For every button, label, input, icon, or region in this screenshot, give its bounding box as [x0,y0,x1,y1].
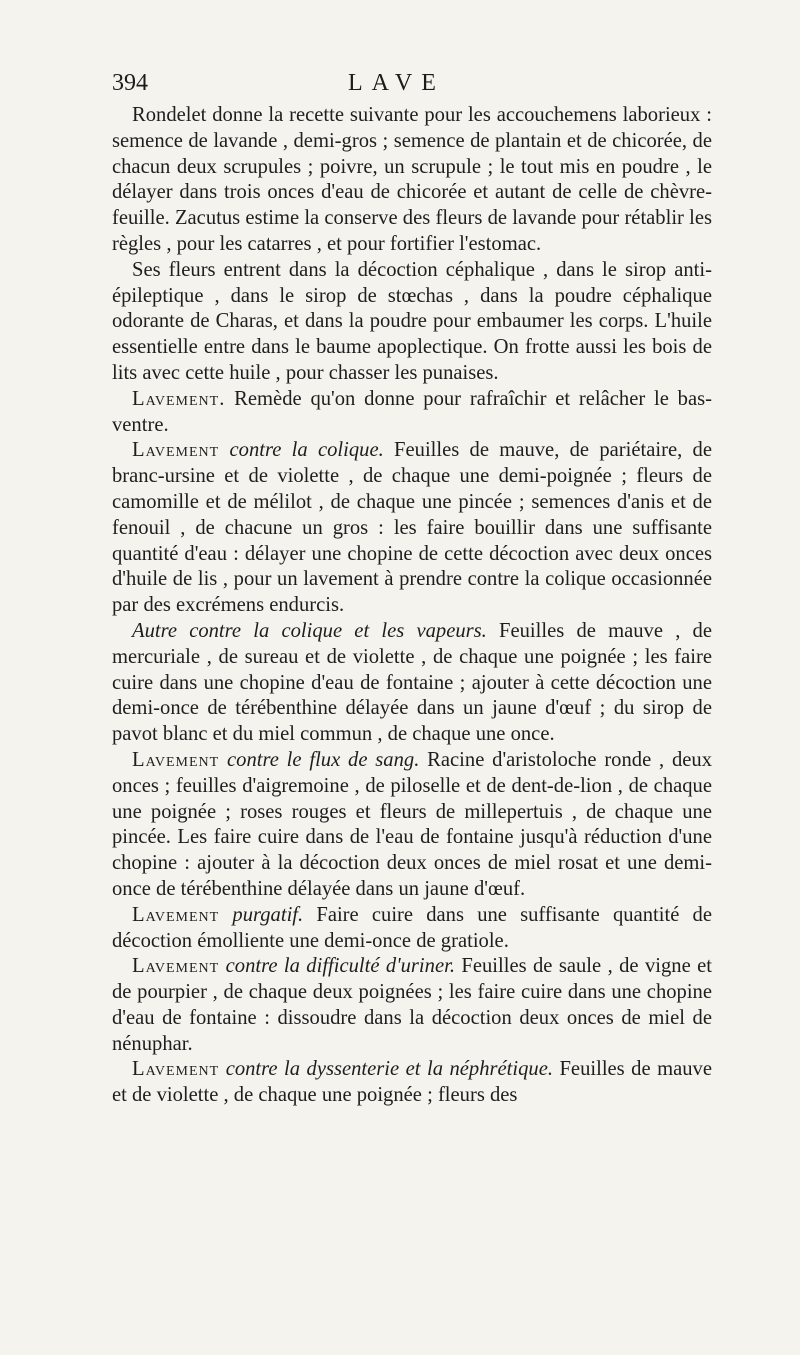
paragraph-text: Ses fleurs entrent dans la décoction céphalique , dans le sirop anti-épileptique , dans le sirop de stœchas , dans la poudre céphalique odorante de Charas, et dans la poudre pour embaumer les corps. L'huile essentielle entre dans le baume apoplectique. On frotte aussi les bois de lits avec cette huile , pour chasser les punaises. [112,258,712,384]
paragraph-text: Feuilles de saule , de vigne et de pourpier , de chaque deux poignées ; les faire cuire dans une chopine d'eau de fontaine : dissoudre dans la décoction deux onces de miel de nénuphar. [112,955,713,1055]
paragraph-lavement-flux [112,748,712,903]
paragraph-text: Feuilles de mauve , de mercuriale , de sureau et de violette , de chaque une poignée ; les faire cuire dans une chopine d'eau de fontaine ; ajouter à cette décoction une demi-once de térébenthine délayée dans un jaune d'œuf ; du sirop de pavot blanc et du miel commun , de chaque une once. [112,619,712,746]
entry-subtitle: contre la dyssenterie et la néphrétique. [219,1058,553,1081]
paragraph-lavement-colique [112,438,712,619]
entry-subtitle: contre la colique. [219,439,384,462]
body-text [112,103,712,1109]
entry-lead: Lavement [132,748,220,771]
running-head: LAVE [348,70,445,96]
paragraph-text: Rondelet donne la recette suivante pour les accouchemens laborieux : semence de lavande , demi-gros ; semence de plantain et de chicorée, de chacun deux scrupules ; poivre, un scrupule ; le tout mis en poudre , le délayer dans trois onces d'eau de chicorée et autant de celle de chèvre-feuille. Zacutus estime la conserve des fleurs de lavande pour rétablir les règles , pour les catarres , et pour fortifier l'estomac. [112,104,712,255]
paragraph-text: Remède qu'on donne pour rafraîchir et relâcher le bas-ventre. [112,387,712,436]
paragraph-lavement-dyssenterie [112,1057,712,1109]
paragraph-fleurs [112,258,712,387]
paragraph-text: Feuilles de mauve et de violette , de chaque une poignée ; fleurs des [112,1058,712,1107]
entry-subtitle: contre le flux de sang. [219,748,420,771]
page-number: 394 [112,70,148,96]
paragraph-text: Feuilles de mauve, de pariétaire, de branc-ursine et de violette , de chaque une demi-poignée ; fleurs de camomille et de mélilot , de chaque une pincée ; semences d'anis et de fenouil , de chacune un gros : les faire bouillir dans une suffisante quantité d'eau : délayer une chopine de cette décoction avec deux onces d'huile de lis , pour un lavement à prendre contre la colique occasionnée par des excrémens endurcis. [112,439,712,617]
entry-subtitle: contre la difficulté d'uriner. [219,955,455,978]
page-header [112,70,712,104]
entry-lead: Lavement. [132,387,226,410]
paragraph-text: Racine d'aristoloche ronde , deux onces ; feuilles d'aigremoine , de piloselle et de dent-de-lion , de chaque une poignée ; roses rouges et fleurs de millepertuis , de chaque une pincée. Les faire cuire dans de l'eau de fontaine jusqu'à réduction d'une chopine : ajouter à la décoction deux onces de miel rosat et une demi-once de térébenthine délayée dans un jaune d'œuf. [112,748,713,900]
paragraph-lavement-definition [112,387,712,439]
entry-lead: Lavement [132,439,220,462]
entry-lead: Lavement [132,955,220,978]
paragraph-text: Faire cuire dans une suffisante quantité de décoction émolliente une demi-once de gratiole. [112,903,712,952]
entry-lead: Lavement [132,1058,220,1081]
paragraph-lavement-uriner [112,954,712,1057]
paragraph-autre-colique [112,619,712,748]
entry-subtitle: Autre contre la colique et les vapeurs. [132,619,487,642]
entry-subtitle: purgatif. [219,903,304,926]
paragraph-rondelet [112,103,712,258]
entry-lead: Lavement [132,903,220,926]
paragraph-lavement-purgatif [112,903,712,955]
